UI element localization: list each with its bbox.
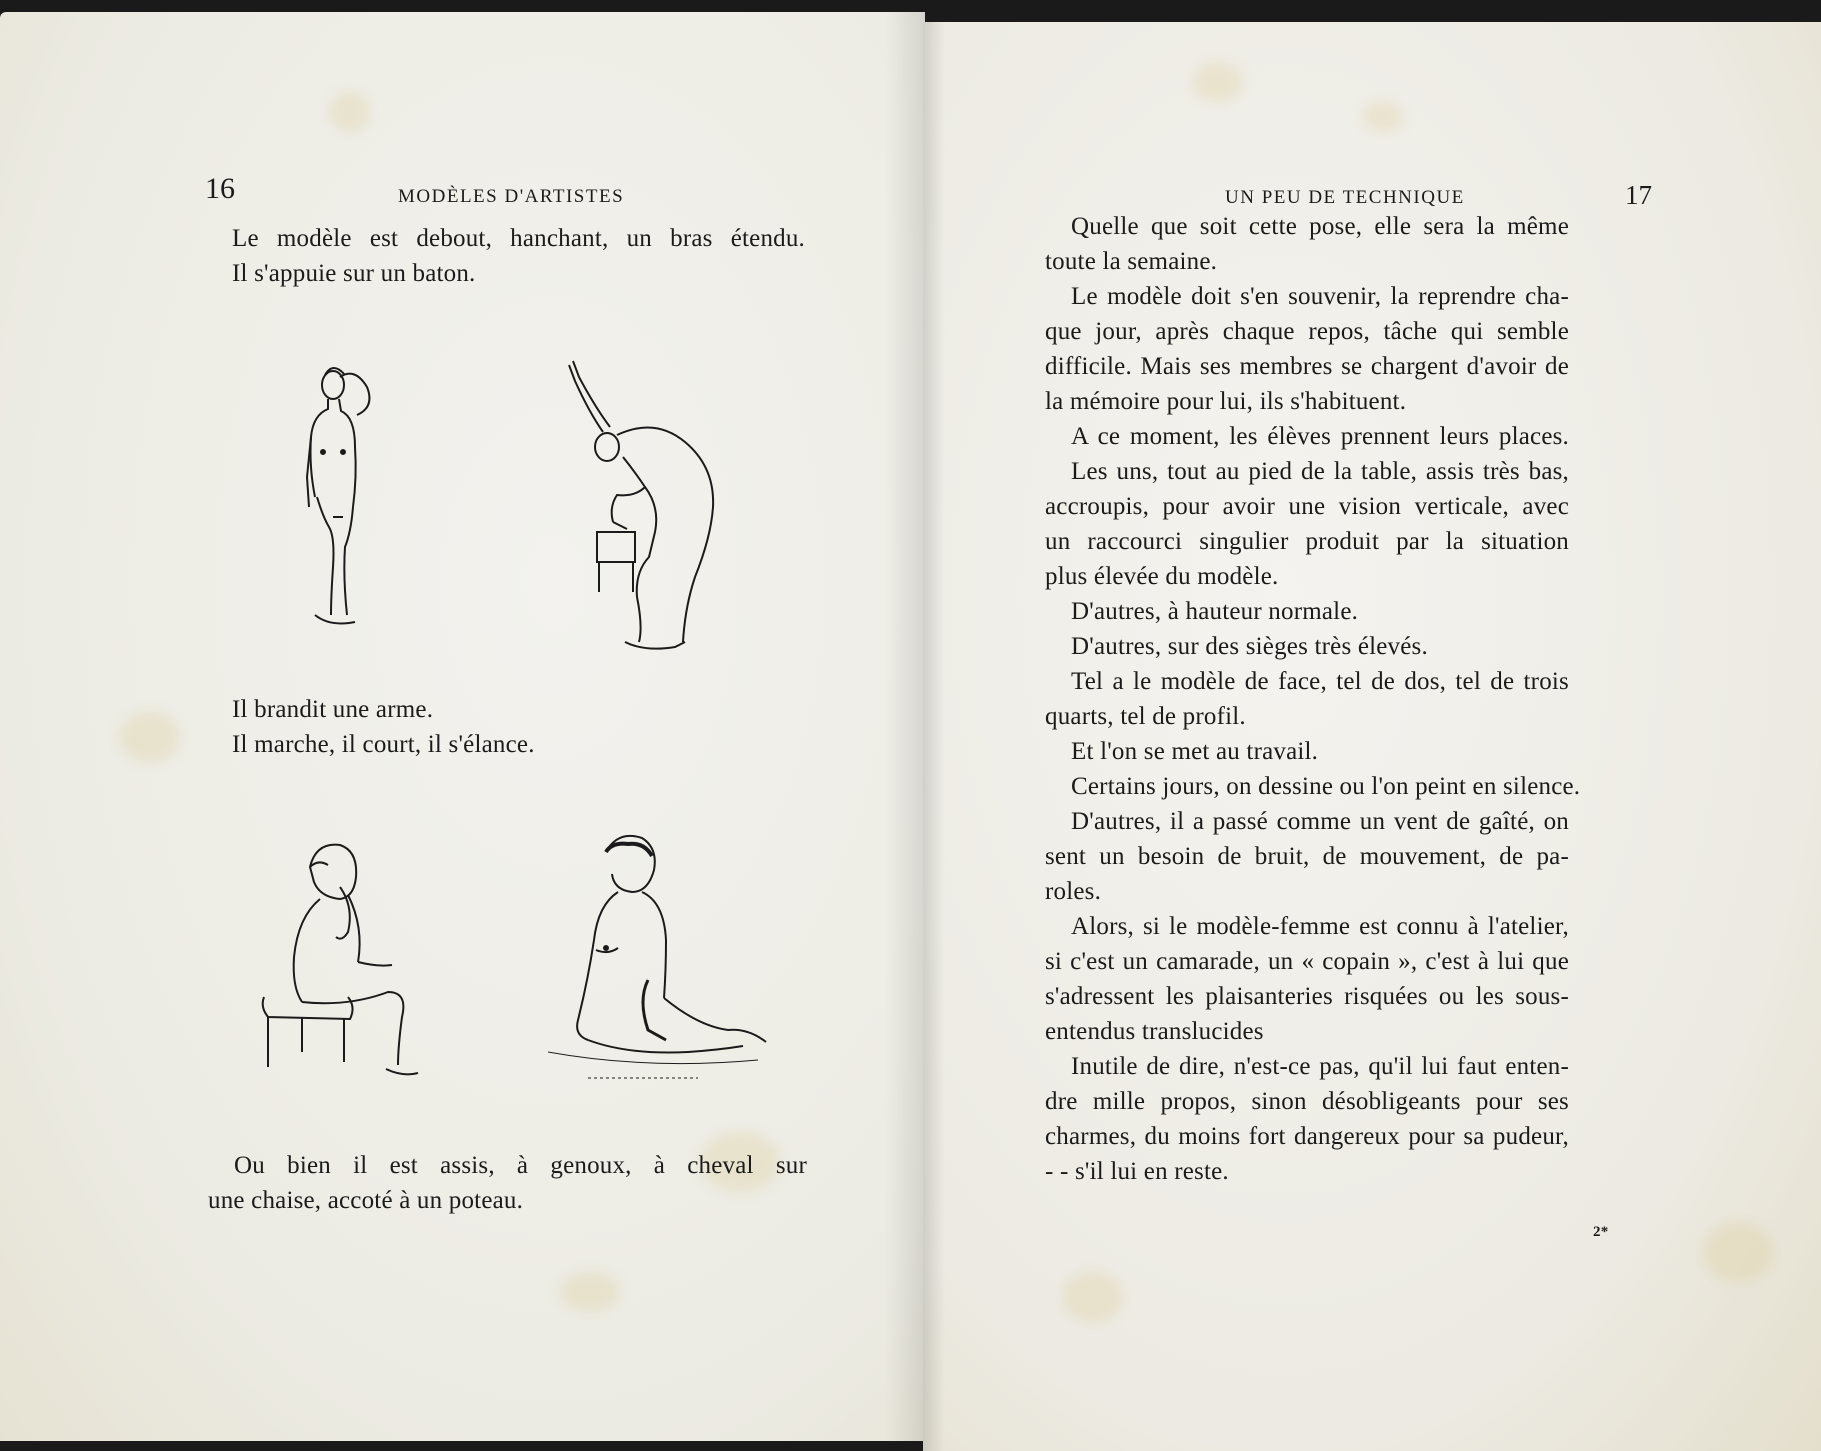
- kneeling-figure-illustration: [548, 830, 773, 1090]
- page-number-left: 16: [205, 172, 235, 205]
- right-line-18: D'autres, il a passé comme un vent de gaîté, on: [1071, 808, 1569, 835]
- right-line-12: D'autres, à hauteur normale.: [1071, 598, 1359, 625]
- signature-mark: 2*: [1593, 1224, 1609, 1240]
- right-line-10: un raccourci singulier produit par la situation: [1045, 528, 1569, 555]
- right-line-23: s'adressent les plaisanteries risquées ou les sous-: [1045, 983, 1569, 1010]
- raised-arm-figure-illustration: [565, 357, 730, 657]
- right-line-2: toute la semaine.: [1045, 248, 1218, 275]
- right-line-13: D'autres, sur des sièges très élevés.: [1071, 633, 1428, 660]
- left-line-4: Il marche, il court, il s'élance.: [232, 731, 535, 758]
- right-line-25: Inutile de dire, n'est-ce pas, qu'il lui faut enten-: [1071, 1053, 1569, 1080]
- right-line-6: la mémoire pour lui, ils s'habituent.: [1045, 388, 1407, 415]
- right-page: [923, 22, 1821, 1451]
- right-line-26: dre mille propos, sinon désobligeants pour ses: [1045, 1088, 1569, 1115]
- right-line-4: que jour, après chaque repos, tâche qui semble: [1045, 318, 1569, 345]
- right-line-24: entendus translucides: [1045, 1018, 1264, 1045]
- right-line-16: Et l'on se met au travail.: [1071, 738, 1319, 765]
- right-line-21: Alors, si le modèle-femme est connu à l'atelier,: [1071, 913, 1569, 940]
- right-line-17: Certains jours, on dessine ou l'on peint en silence.: [1071, 773, 1581, 800]
- running-head-right: UN PEU DE TECHNIQUE: [1225, 187, 1465, 208]
- right-line-9: accroupis, pour avoir une vision verticale, avec: [1045, 493, 1569, 520]
- right-line-1: Quelle que soit cette pose, elle sera la même: [1071, 213, 1569, 240]
- right-line-11: plus élevée du modèle.: [1045, 563, 1279, 590]
- left-line-3: Il brandit une arme.: [232, 696, 434, 723]
- page-number-right: 17: [1625, 180, 1652, 210]
- right-line-28: - - s'il lui en reste.: [1045, 1158, 1229, 1185]
- right-line-14: Tel a le modèle de face, tel de dos, tel de trois: [1071, 668, 1569, 695]
- right-line-20: roles.: [1045, 878, 1102, 905]
- right-line-7: A ce moment, les élèves prennent leurs places.: [1071, 423, 1569, 450]
- right-line-8: Les uns, tout au pied de la table, assis très bas,: [1071, 458, 1569, 485]
- right-line-27: charmes, du moins fort dangereux pour sa pudeur,: [1045, 1123, 1569, 1150]
- standing-figure-illustration: [295, 357, 410, 627]
- right-line-22: si c'est un camarade, un « copain », c'est à lui que: [1045, 948, 1569, 975]
- right-line-3: Le modèle doit s'en souvenir, la reprendre cha-: [1071, 283, 1569, 310]
- left-line-2: Il s'appuie sur un baton.: [232, 260, 476, 287]
- running-head-left: MODÈLES D'ARTISTES: [398, 186, 625, 207]
- left-page: [0, 12, 925, 1441]
- right-line-15: quarts, tel de profil.: [1045, 703, 1246, 730]
- seated-figure-illustration: [258, 837, 428, 1087]
- right-line-19: sent un besoin de bruit, de mouvement, de pa-: [1045, 843, 1569, 870]
- left-line-1: Le modèle est debout, hanchant, un bras étendu.: [232, 225, 805, 252]
- left-line-5: Ou bien il est assis, à genoux, à cheval sur: [234, 1152, 807, 1179]
- right-line-5: difficile. Mais ses membres se chargent d'avoir de: [1045, 353, 1569, 380]
- left-line-6: une chaise, accoté à un poteau.: [208, 1187, 524, 1214]
